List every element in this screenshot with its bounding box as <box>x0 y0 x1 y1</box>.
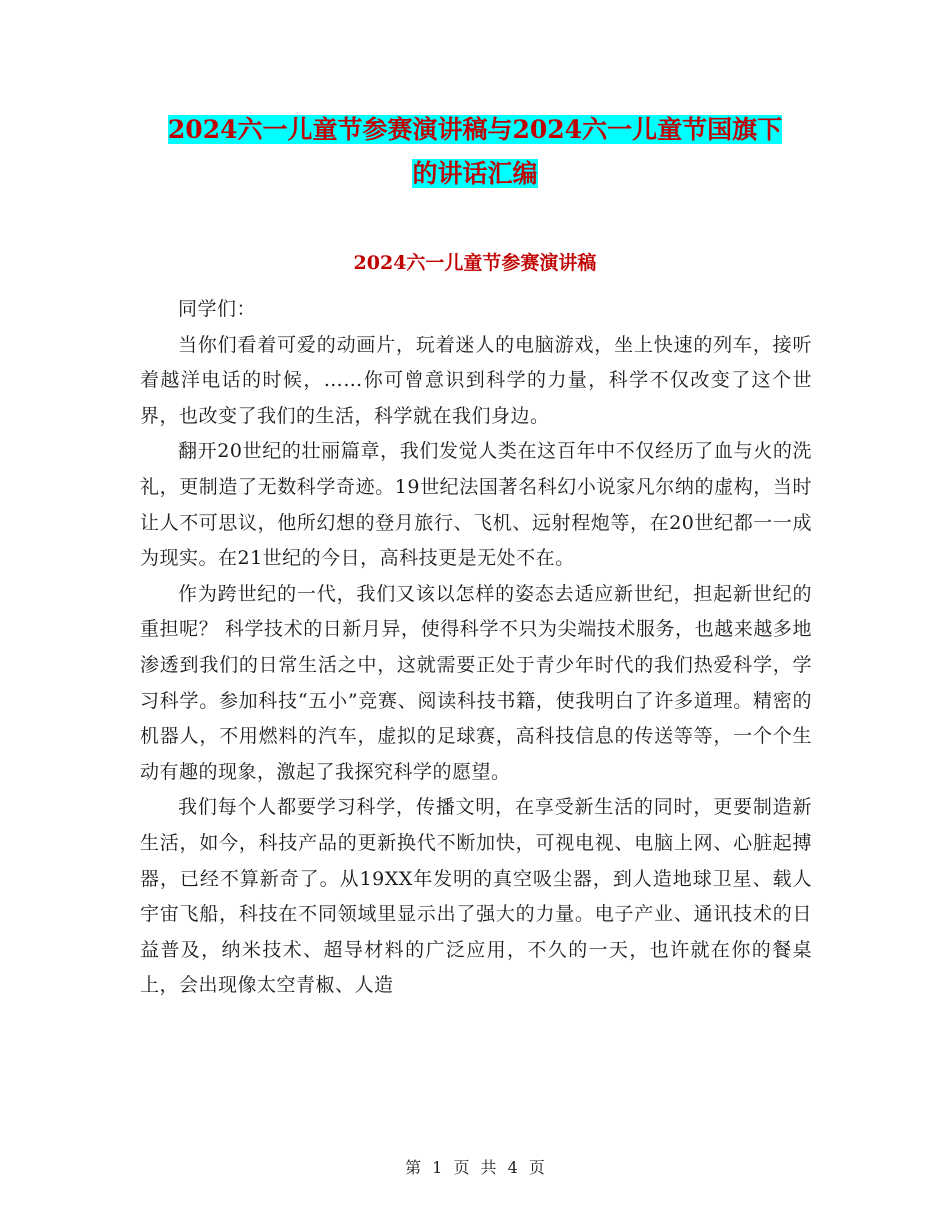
paragraph: 我们每个人都要学习科学，传播文明，在享受新生活的同时，更要制造新生活，如今，科技产品的更新换代不断加快，可视电视、电脑上网、心脏起搏器，已经不算新奇了。从19XX年发明的真空吸尘器，到人造地球卫星、载人宇宙飞船，科技在不同领域里显示出了强大的力量。电子产业、通讯技术的日益普及，纳米技术、超导材料的广泛应用，不久的一天，也许就在你的餐桌上，会出现像太空青椒、人造 <box>140 796 812 997</box>
paragraph: 当你们看着可爱的动画片，玩着迷人的电脑游戏，坐上快速的列车，接听着越洋电话的时候，……你可曾意识到科学的力量，科学不仅改变了这个世界，也改变了我们的生活，科学就在我们身边。 <box>140 333 812 427</box>
paragraph: 作为跨世纪的一代，我们又该以怎样的姿态去适应新世纪，担起新世纪的重担呢？ 科学技术的日新月异，使得科学不只为尖端技术服务，也越来越多地渗透到我们的日常生活之中，这就需要正处于青少年时代的我们热爱科学，学习科学。参加科技“五小”竞赛、阅读科技书籍，使我明白了许多道理。精密的机器人，不用燃料的汽车，虚拟的足球赛，高科技信息的传送等等，一个个生动有趣的现象，激起了我探究科学的愿望。 <box>140 582 812 783</box>
document-body <box>140 292 812 1004</box>
page-footer: 第 1 页 共 4 页 <box>405 1158 545 1177</box>
paragraph: 翻开20世纪的壮丽篇章，我们发觉人类在这百年中不仅经历了血与火的洗礼，更制造了无数科学奇迹。19世纪法国著名科幻小说家凡尔纳的虚构，当时让人不可思议，他所幻想的登月旅行、飞机、远射程炮等，在20世纪都一一成为现实。在21世纪的今日，高科技更是无处不在。 <box>140 440 812 570</box>
document-title <box>120 108 830 196</box>
paragraph-greeting: 同学们： <box>178 298 257 320</box>
section-title: 2024六一儿童节参赛演讲稿 <box>353 252 597 274</box>
document-title-line-1: 2024六一儿童节参赛演讲稿与2024六一儿童节国旗下 <box>167 115 783 144</box>
document-title-line-2: 的讲话汇编 <box>412 159 538 188</box>
